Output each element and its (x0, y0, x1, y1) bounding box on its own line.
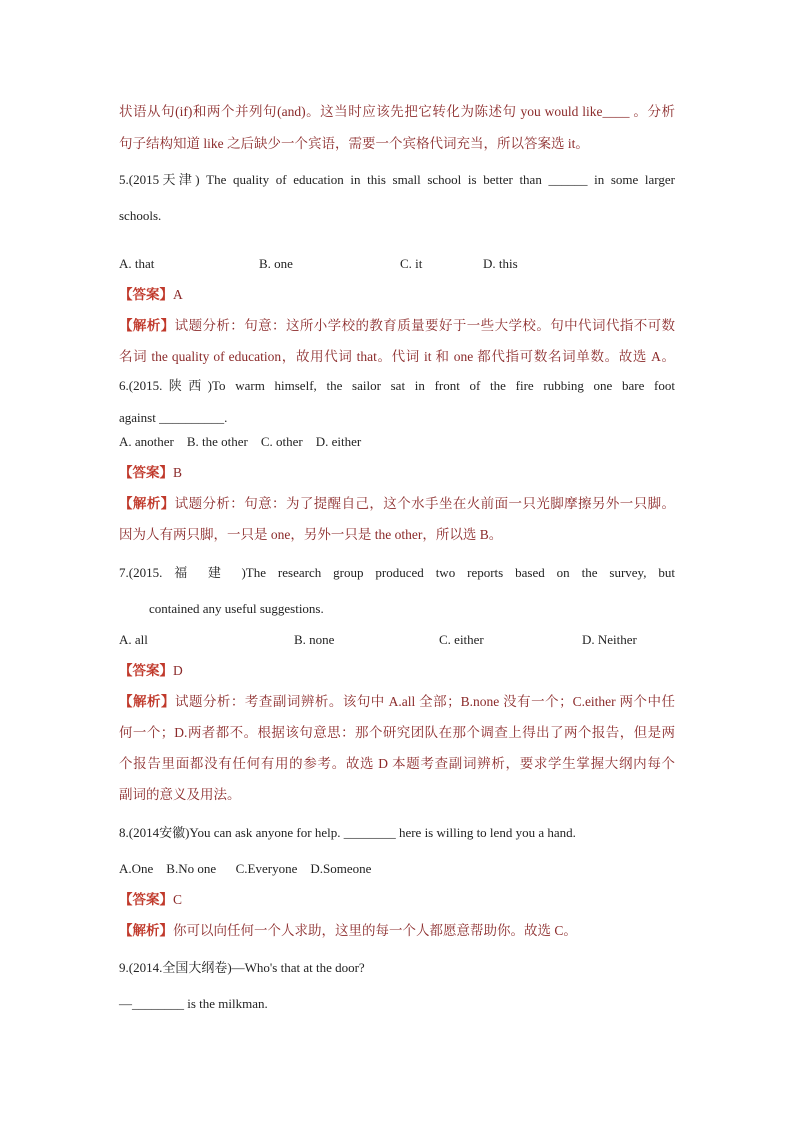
q5-stem-line-2: schools. (119, 208, 162, 223)
q7-stem-line-2: contained any useful suggestions. (149, 601, 324, 616)
answer-value: A (173, 287, 183, 302)
q5-option-b: B. one (259, 256, 293, 271)
q7-stem-line-1: 7.(2015. 福 建 )The research group produced two reports based on the survey, but (119, 565, 675, 580)
q7-analysis-line-3: 个报告里面都没有任何有用的参考。故选 D 本题考查副词辨析，要求学生掌握大纲内每个 (119, 756, 675, 771)
q7-option-b: B. none (294, 632, 335, 647)
q8-answer (119, 891, 675, 909)
q8-options: A.One B.No one C.Everyone D.Someone (119, 861, 372, 876)
answer-tag: 【答案】 (119, 287, 173, 302)
analysis-text: 你可以向任何一个人求助，这里的每一个人都愿意帮助你。故选 C。 (173, 923, 577, 938)
answer-tag: 【答案】 (119, 892, 173, 907)
q6-stem-line-1: 6.(2015.陕西)To warm himself, the sailor sat in front of the fire rubbing one bare foot (119, 378, 675, 393)
analysis-tag: 【解析】 (119, 694, 175, 709)
q6-answer (119, 464, 675, 482)
q7-option-a: A. all (119, 632, 148, 647)
q5-analysis-line-1 (119, 317, 675, 335)
analysis-text: 试题分析：考查副词辨析。该句中 A.all 全部；B.none 没有一个；C.either 两个中任 (174, 694, 676, 709)
q8-stem-line-1: 8.(2014安徽)You can ask anyone for help. ________ here is willing to lend you a hand. (119, 825, 576, 840)
q5-answer (119, 286, 675, 304)
q7-answer (119, 662, 675, 680)
analysis-text: 试题分析：句意：为了提醒自己，这个水手坐在火前面一只光脚摩擦另外一只脚。 (174, 496, 676, 511)
q5-option-c: C. it (400, 256, 423, 271)
continuation-line-2: 句子结构知道 like 之后缺少一个宾语，需要一个宾格代词充当，所以答案选 it。 (119, 136, 589, 151)
q5-stem-line-1: 5.(2015天津) The quality of education in this small school is better than ______ in some larger (119, 172, 675, 187)
q5-option-d: D. this (483, 256, 518, 271)
q7-option-d: D. Neither (582, 632, 637, 647)
continuation-line-1: 状语从句(if)和两个并列句(and)。这当时应该先把它转化为陈述句 you would like____ 。分析 (119, 104, 675, 119)
q6-analysis-line-2: 因为人有两只脚，一只是 one，另外一只是 the other，所以选 B。 (119, 527, 503, 542)
q6-stem-line-2: against __________. (119, 410, 228, 425)
q6-options: A. another B. the other C. other D. either (119, 434, 362, 449)
q9-stem-line-1: 9.(2014.全国大纲卷)—Who's that at the door? (119, 960, 365, 975)
q7-analysis-line-1 (119, 693, 675, 711)
analysis-tag: 【解析】 (119, 318, 175, 333)
q8-analysis-line-1 (119, 922, 675, 940)
q7-analysis-line-2: 何一个；D.两者都不。根据该句意思：那个研究团队在那个调查上得出了两个报告，但是两 (119, 725, 675, 740)
answer-value: D (173, 663, 183, 678)
answer-tag: 【答案】 (119, 465, 173, 480)
q6-analysis-line-1 (119, 495, 675, 513)
answer-value: B (173, 465, 183, 480)
q7-analysis-line-4: 副词的意义及用法。 (119, 787, 241, 802)
analysis-tag: 【解析】 (119, 496, 175, 511)
q5-analysis-line-2: 名词 the quality of education，故用代词 that。代词 it 和 one 都代指可数名词单数。故选 A。 (119, 349, 675, 364)
q9-stem-line-2: —________ is the milkman. (119, 996, 268, 1011)
analysis-tag: 【解析】 (119, 923, 173, 938)
analysis-text: 试题分析：句意：这所小学校的教育质量要好于一些大学校。句中代词代指不可数 (174, 318, 676, 333)
q5-option-a: A. that (119, 256, 155, 271)
answer-tag: 【答案】 (119, 663, 173, 678)
q7-option-c: C. either (439, 632, 484, 647)
answer-value: C (173, 892, 183, 907)
